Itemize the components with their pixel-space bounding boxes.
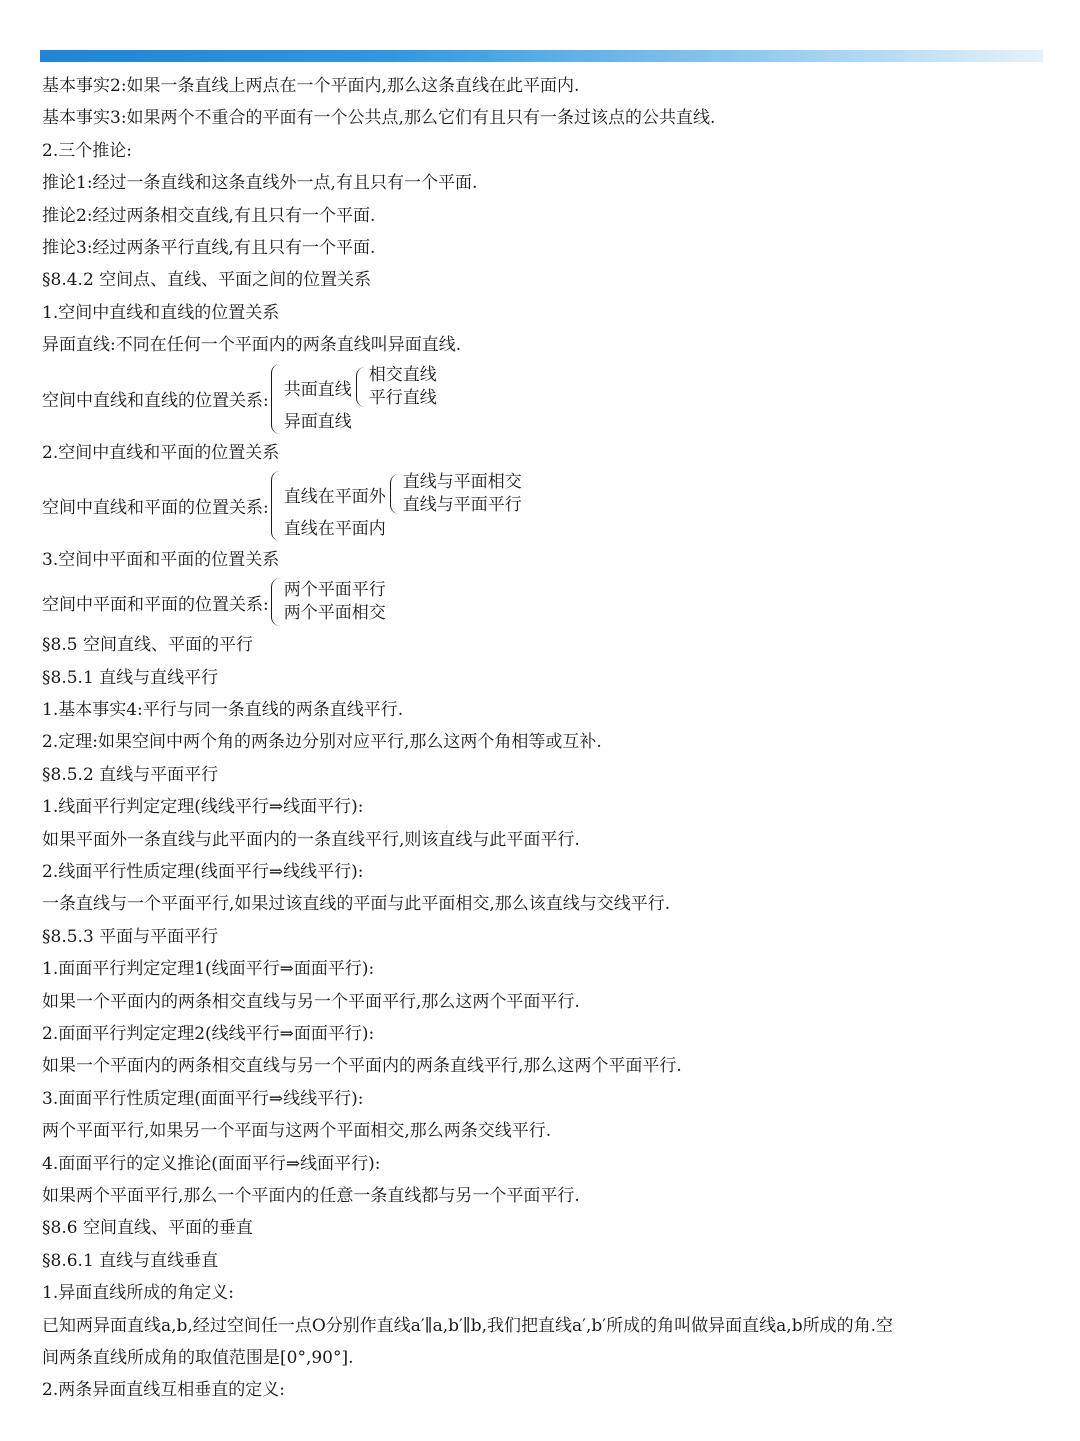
fact-4: 1.基本事实4:平行与同一条直线的两条直线平行. [42, 700, 404, 721]
leaf-label: 平行直线 [368, 388, 437, 409]
fact-2: 基本事实2:如果一条直线上两点在一个平面内,那么这条直线在此平面内. [42, 76, 580, 96]
plane-property-heading: 3.面面平行性质定理(面面平行⇒线线平行): [42, 1088, 364, 1109]
line-plane-criterion-heading: 1.线面平行判定定理(线线平行⇒线面平行): [42, 797, 364, 818]
leaf-label: 相交直线 [368, 365, 437, 386]
skew-lines-definition: 异面直线:不同在任何一个平面内的两条直线叫异面直线. [42, 335, 462, 356]
tree-root-label: 空间中直线和平面的位置关系: [42, 498, 269, 519]
perpendicular-definition-heading: 2.两条异面直线互相垂直的定义: [42, 1380, 285, 1401]
tree-branches [284, 579, 386, 625]
line-plane-criterion-text: 如果平面外一条直线与此平面内的一条直线平行,则该直线与此平面平行. [42, 829, 580, 850]
tree-branch-outside [284, 470, 522, 518]
section-8-5-1: §8.5.1 直线与直线平行 [42, 667, 219, 688]
section-8-5-2: §8.5.2 直线与平面平行 [42, 764, 219, 785]
plane-criterion-2-heading: 2.面面平行判定定理2(线线平行⇒面面平行): [42, 1023, 375, 1044]
angle-theorem: 2.定理:如果空间中两个角的两条边分别对应平行,那么这两个角相等或互补. [42, 732, 602, 753]
brace-icon [356, 367, 366, 407]
tree-root-label: 空间中平面和平面的位置关系: [42, 594, 269, 615]
section-8-4-2: §8.4.2 空间点、直线、平面之间的位置关系 [42, 270, 372, 291]
branch-label: 共面直线 [283, 379, 352, 400]
tree-branch-skew: 异面直线 [283, 412, 352, 433]
tree-branches [284, 470, 522, 541]
section-8-5: §8.5 空间直线、平面的平行 [42, 635, 253, 656]
tree-branches [284, 363, 437, 434]
line-plane-property-text: 一条直线与一个平面平行,如果过该直线的平面与此平面相交,那么该直线与交线平行. [42, 894, 671, 915]
sub-branches [369, 364, 437, 410]
section-8-5-3: §8.5.3 平面与平面平行 [42, 926, 219, 947]
subheading-line-plane: 2.空间中直线和平面的位置关系 [42, 442, 280, 463]
plane-criterion-2-text: 如果一个平面内的两条相交直线与另一个平面内的两条直线平行,那么这两个平面平行. [42, 1056, 682, 1077]
brace-icon [390, 474, 400, 514]
tree-root-label: 空间中直线和直线的位置关系: [42, 391, 269, 412]
corollaries-heading: 2.三个推论: [42, 140, 132, 161]
plane-plane-relation-tree [42, 578, 1042, 626]
leaf-label: 两个平面相交 [283, 603, 386, 624]
tree-branch-coplanar [284, 363, 437, 411]
subheading-plane-plane: 3.空间中平面和平面的位置关系 [42, 549, 280, 570]
brace-icon [271, 471, 281, 541]
brace-icon [271, 578, 281, 626]
skew-angle-text-1: 已知两异面直线a,b,经过空间任一点O分别作直线a′∥a,b′∥b,我们把直线a′,b′所成的角叫做异面直线a,b所成的角.空 [42, 1315, 893, 1336]
section-8-6-1: §8.6.1 直线与直线垂直 [42, 1250, 219, 1271]
corollary-2: 推论2:经过两条相交直线,有且只有一个平面. [42, 205, 376, 226]
fact-3: 基本事实3:如果两个不重合的平面有一个公共点,那么它们有且只有一条过该点的公共直线. [42, 108, 716, 129]
tree-branch-inside: 直线在平面内 [283, 519, 386, 540]
brace-icon [271, 364, 281, 434]
line-line-relation-tree [42, 364, 1042, 434]
leaf-label: 两个平面平行 [283, 580, 386, 601]
sub-branches [403, 471, 522, 517]
corollary-1: 推论1:经过一条直线和这条直线外一点,有且只有一个平面. [42, 173, 478, 194]
plane-criterion-1-text: 如果一个平面内的两条相交直线与另一个平面平行,那么这两个平面平行. [42, 991, 580, 1012]
leaf-label: 直线与平面相交 [402, 472, 522, 493]
plane-definition-corollary-heading: 4.面面平行的定义推论(面面平行⇒线面平行): [42, 1153, 381, 1174]
header-gradient-bar [40, 50, 1043, 62]
skew-angle-heading: 1.异面直线所成的角定义: [42, 1283, 234, 1304]
leaf-label: 直线与平面平行 [402, 495, 522, 516]
skew-angle-text-2: 间两条直线所成角的取值范围是[0°,90°]. [42, 1347, 354, 1368]
line-plane-property-heading: 2.线面平行性质定理(线面平行⇒线线平行): [42, 862, 364, 883]
plane-definition-corollary-text: 如果两个平面平行,那么一个平面内的任意一条直线都与另一个平面平行. [42, 1185, 580, 1206]
corollary-3: 推论3:经过两条平行直线,有且只有一个平面. [42, 237, 376, 258]
plane-property-text: 两个平面平行,如果另一个平面与这两个平面相交,那么两条交线平行. [42, 1121, 552, 1142]
branch-label: 直线在平面外 [283, 486, 386, 507]
subheading-line-line: 1.空间中直线和直线的位置关系 [42, 302, 280, 323]
plane-criterion-1-heading: 1.面面平行判定定理1(线面平行⇒面面平行): [42, 959, 375, 980]
line-plane-relation-tree [42, 471, 1042, 541]
section-8-6: §8.6 空间直线、平面的垂直 [42, 1218, 253, 1239]
document-body [42, 70, 1042, 1407]
